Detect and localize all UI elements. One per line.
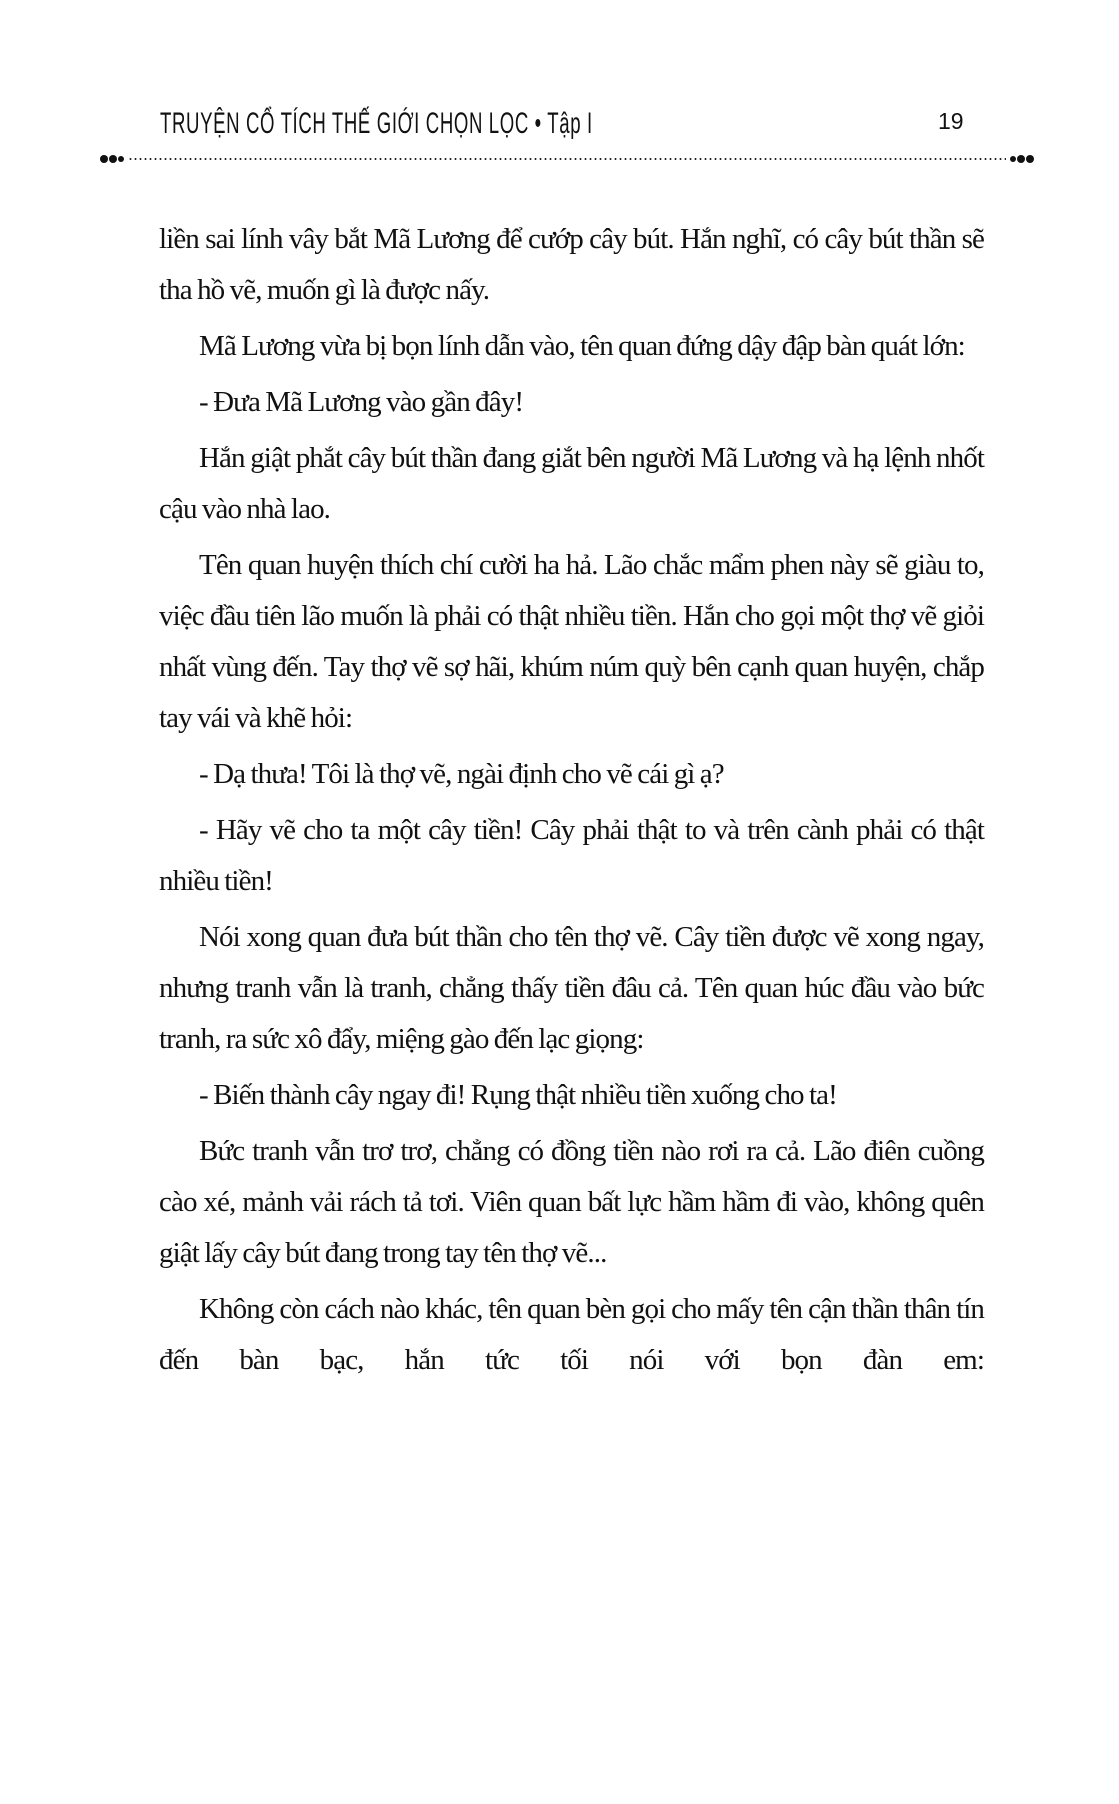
page-body (159, 214, 984, 1391)
dialogue-line: - Hãy vẽ cho ta một cây tiền! Cây phải thật to và trên cành phải có thật nhiều tiền! (159, 814, 984, 897)
header-divider (100, 154, 1034, 164)
dialogue-line: - Đưa Mã Lương vào gần đây! (199, 386, 524, 418)
paragraph: Tên quan huyện thích chí cười ha hả. Lão chắc mẩm phen này sẽ giàu to, việc đầu tiên lão muốn là phải có thật nhiều tiền. Hắn cho gọi một thợ vẽ giỏi nhất vùng đến. Tay thợ vẽ sợ hãi, khúm núm quỳ bên cạnh quan huyện, chắp tay vái và khẽ hỏi: (159, 549, 984, 734)
dotted-rule (128, 158, 1006, 160)
paragraph: Hắn giật phắt cây bút thần đang giắt bên người Mã Lương và hạ lệnh nhốt cậu vào nhà lao. (159, 442, 984, 525)
paragraph: Không còn cách nào khác, tên quan bèn gọi cho mấy tên cận thần thân tín đến bàn bạc, hắn tức tối nói với bọn đàn em: (159, 1293, 984, 1376)
paragraph: Nói xong quan đưa bút thần cho tên thợ vẽ. Cây tiền được vẽ xong ngay, nhưng tranh vẫn là tranh, chẳng thấy tiền đâu cả. Tên quan húc đầu vào bức tranh, ra sức xô đẩy, miệng gào đến lạc giọng: (159, 921, 984, 1055)
dialogue-line: - Dạ thưa! Tôi là thợ vẽ, ngài định cho vẽ cái gì ạ? (199, 758, 724, 790)
page-number: 19 (938, 108, 964, 134)
paragraph: liền sai lính vây bắt Mã Lương để cướp cây bút. Hắn nghĩ, có cây bút thần sẽ tha hồ vẽ, muốn gì là được nấy. (159, 223, 984, 306)
paragraph: Bức tranh vẫn trơ trơ, chẳng có đồng tiền nào rơi ra cả. Lão điên cuồng cào xé, mảnh vải rách tả tơi. Viên quan bất lực hầm hầm đi vào, không quên giật lấy cây bút đang trong tay tên thợ vẽ... (159, 1135, 984, 1269)
dialogue-line: - Biến thành cây ngay đi! Rụng thật nhiều tiền xuống cho ta! (199, 1079, 837, 1111)
divider-ornament-left (100, 154, 124, 164)
book-title-header: TRUYỆN CỔ TÍCH THẾ GIỚI CHỌN LỌC • Tập I (160, 107, 593, 140)
divider-ornament-right (1010, 154, 1034, 164)
paragraph: Mã Lương vừa bị bọn lính dẫn vào, tên quan đứng dậy đập bàn quát lớn: (199, 330, 965, 362)
